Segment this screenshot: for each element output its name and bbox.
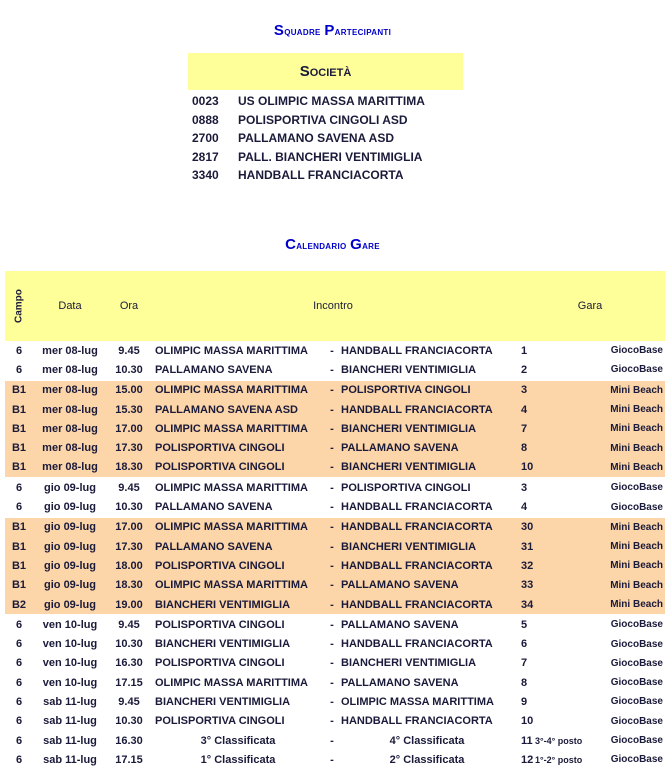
game-row: [5, 615, 665, 635]
cell-ora: 10.30: [115, 501, 143, 514]
cell-game-type: GiocoBase: [610, 657, 663, 669]
cell-home-team: POLISPORTIVA CINGOLI: [155, 715, 285, 728]
cell-data: sab 11-lug: [43, 753, 97, 766]
cell-game-number: 1: [521, 344, 528, 357]
cell-campo: 6: [5, 615, 33, 635]
team-code: 2817: [192, 149, 219, 164]
cell-game-note: [535, 438, 595, 457]
cell-ora: 9.45: [118, 695, 140, 708]
cell-home-team: OLIMPIC MASSA MARITTIMA: [151, 478, 325, 498]
cell-away-team: PALLAMANO SAVENA: [341, 676, 459, 689]
cell-game-note: [535, 458, 595, 478]
cell-campo: 6: [15, 638, 23, 651]
team-code: 2700: [192, 131, 219, 145]
cell-game-note: [535, 615, 595, 635]
cell-home-team: BIANCHERI VENTIMIGLIA: [155, 638, 291, 651]
cell-campo: B1: [5, 419, 33, 438]
section-title-calendario: Calendario Gare: [285, 236, 380, 253]
game-row: [5, 419, 665, 438]
game-row: [5, 556, 665, 575]
cell-home-team: BIANCHERI VENTIMIGLIA: [155, 695, 291, 708]
cell-data: mer 08-lug: [33, 380, 107, 400]
cell-game-note: [535, 478, 595, 498]
cell-game-note: [535, 712, 595, 731]
cell-game-type: GiocoBase: [595, 615, 665, 635]
game-row: [5, 438, 665, 457]
cell-game-note: 1°-2° posto: [535, 754, 583, 765]
cell-game-type: Mini Beach: [595, 556, 665, 575]
cell-game-number: 4: [515, 400, 535, 419]
cell-dash: -: [325, 615, 339, 635]
cell-data: sab 11-lug: [43, 715, 97, 728]
cell-data: sab 11-lug: [43, 695, 97, 708]
cell-game-number: 3: [515, 478, 535, 498]
cell-data: ven 10-lug: [42, 638, 98, 651]
cell-away-team: PALLAMANO SAVENA: [339, 438, 515, 457]
game-row: [5, 654, 665, 673]
cell-ora: 10.30: [115, 715, 143, 728]
cell-ora: 19.00: [107, 595, 151, 615]
cell-game-note: 3°-4° posto: [535, 735, 583, 746]
header-campo: Campo: [5, 271, 33, 341]
cell-game-number: 2: [521, 363, 528, 376]
cell-ora: 18.30: [107, 576, 151, 595]
teams-list: [188, 92, 425, 185]
cell-game-type: GiocoBase: [610, 715, 663, 727]
cell-campo: B1: [5, 400, 33, 419]
game-row: [5, 497, 665, 517]
cell-dash: -: [325, 556, 339, 575]
cell-home-team: PALLAMANO SAVENA: [155, 501, 273, 514]
cell-ora: 17.30: [107, 438, 151, 457]
cell-home-team: 1° Classificata: [200, 753, 276, 766]
cell-home-team: PALLAMANO SAVENA ASD: [151, 400, 325, 419]
cell-away-team: HANDBALL FRANCIACORTA: [339, 400, 515, 419]
cell-data: mer 08-lug: [33, 458, 107, 478]
team-code: 0023: [192, 94, 219, 108]
game-row: [5, 712, 665, 731]
game-row: [5, 458, 665, 478]
cell-away-team: BIANCHERI VENTIMIGLIA: [341, 657, 477, 670]
cell-dash: -: [330, 753, 334, 766]
cell-game-note: [535, 537, 595, 556]
cell-away-team: HANDBALL FRANCIACORTA: [339, 556, 515, 575]
cell-campo: 6: [15, 501, 23, 514]
header-gara: Gara: [515, 271, 665, 341]
cell-game-note: [535, 419, 595, 438]
cell-away-team: BIANCHERI VENTIMIGLIA: [339, 537, 515, 556]
calendar-table: [5, 271, 665, 770]
cell-away-team: BIANCHERI VENTIMIGLIA: [339, 419, 515, 438]
cell-away-team: HANDBALL FRANCIACORTA: [341, 344, 493, 357]
cell-dash: -: [325, 400, 339, 419]
cell-away-team: 4° Classificata: [389, 734, 465, 747]
cell-home-team: POLISPORTIVA CINGOLI: [151, 458, 325, 478]
calendar-body: [5, 341, 665, 770]
cell-campo: B1: [5, 556, 33, 575]
cell-game-note: [535, 380, 595, 400]
cell-game-number: 12: [521, 753, 534, 766]
game-row: [5, 380, 665, 400]
cell-game-number: 7: [521, 657, 528, 670]
cell-dash: -: [325, 517, 339, 537]
cell-ora: 9.45: [107, 478, 151, 498]
game-row: [5, 517, 665, 537]
cell-ora: 17.15: [115, 676, 143, 689]
team-name: US OLIMPIC MASSA MARITTIMA: [238, 94, 425, 108]
cell-game-number: 7: [515, 419, 535, 438]
cell-campo: 6: [15, 676, 23, 689]
cell-game-type: Mini Beach: [595, 576, 665, 595]
cell-home-team: POLISPORTIVA CINGOLI: [151, 615, 325, 635]
cell-campo: 6: [15, 363, 23, 376]
cell-home-team: POLISPORTIVA CINGOLI: [155, 657, 285, 670]
team-name: PALL. BIANCHERI VENTIMIGLIA: [238, 149, 423, 164]
cell-away-team: 2° Classificata: [389, 753, 465, 766]
cell-ora: 18.30: [107, 458, 151, 478]
cell-away-team: HANDBALL FRANCIACORTA: [341, 501, 493, 514]
game-row: [5, 576, 665, 595]
cell-game-note: [535, 400, 595, 419]
cell-game-number: 4: [521, 501, 528, 514]
cell-campo: 6: [15, 753, 23, 766]
cell-game-note: [535, 576, 595, 595]
cell-game-number: 10: [515, 458, 535, 478]
cell-campo: 6: [5, 478, 33, 498]
cell-dash: -: [330, 501, 334, 514]
cell-game-type: GiocoBase: [610, 735, 663, 747]
cell-home-team: OLIMPIC MASSA MARITTIMA: [151, 517, 325, 537]
cell-home-team: OLIMPIC MASSA MARITTIMA: [155, 344, 308, 357]
team-row: [188, 92, 425, 111]
cell-dash: -: [330, 734, 334, 747]
cell-game-note: [535, 595, 595, 615]
cell-game-number: 6: [521, 638, 528, 651]
cell-dash: -: [330, 676, 334, 689]
cell-campo: B1: [5, 576, 33, 595]
game-row: [5, 360, 665, 380]
cell-game-number: 9: [521, 695, 528, 708]
cell-data: gio 09-lug: [33, 478, 107, 498]
cell-ora: 18.00: [107, 556, 151, 575]
cell-game-type: GiocoBase: [610, 345, 663, 357]
cell-game-type: Mini Beach: [595, 438, 665, 457]
cell-dash: -: [330, 657, 334, 670]
cell-campo: B1: [5, 438, 33, 457]
cell-ora: 15.30: [107, 400, 151, 419]
cell-campo: B1: [5, 458, 33, 478]
cell-campo: 6: [15, 734, 23, 747]
game-row: [5, 673, 665, 692]
cell-home-team: PALLAMANO SAVENA: [151, 537, 325, 556]
cell-game-type: GiocoBase: [610, 754, 663, 766]
cell-ora: 10.30: [115, 638, 143, 651]
cell-data: gio 09-lug: [33, 595, 107, 615]
cell-game-note: [535, 654, 595, 673]
cell-game-number: 34: [515, 595, 535, 615]
cell-data: mer 08-lug: [33, 400, 107, 419]
cell-away-team: HANDBALL FRANCIACORTA: [339, 517, 515, 537]
cell-home-team: OLIMPIC MASSA MARITTIMA: [151, 380, 325, 400]
cell-dash: -: [325, 419, 339, 438]
team-row: [188, 166, 425, 185]
cell-data: gio 09-lug: [33, 517, 107, 537]
cell-game-type: Mini Beach: [595, 595, 665, 615]
cell-game-number: 5: [515, 615, 535, 635]
cell-ora: 17.00: [107, 419, 151, 438]
cell-game-note: [535, 692, 595, 711]
cell-data: mer 08-lug: [42, 363, 98, 376]
cell-campo: 6: [15, 657, 23, 670]
game-row: [5, 400, 665, 419]
cell-dash: -: [325, 595, 339, 615]
cell-away-team: HANDBALL FRANCIACORTA: [341, 638, 493, 651]
cell-ora: 17.30: [107, 537, 151, 556]
cell-game-note: [535, 556, 595, 575]
game-row: [5, 692, 665, 711]
cell-ora: 9.45: [107, 615, 151, 635]
cell-game-type: Mini Beach: [595, 380, 665, 400]
cell-away-team: PALLAMANO SAVENA: [339, 576, 515, 595]
cell-campo: B2: [5, 595, 33, 615]
cell-home-team: BIANCHERI VENTIMIGLIA: [151, 595, 325, 615]
team-row: [188, 129, 425, 148]
cell-data: mer 08-lug: [33, 419, 107, 438]
cell-dash: -: [330, 638, 334, 651]
cell-dash: -: [330, 715, 334, 728]
cell-game-type: GiocoBase: [595, 478, 665, 498]
cell-dash: -: [325, 458, 339, 478]
cell-data: gio 09-lug: [33, 576, 107, 595]
cell-ora: 17.00: [107, 517, 151, 537]
cell-home-team: POLISPORTIVA CINGOLI: [151, 438, 325, 457]
societa-header: Società: [188, 53, 463, 90]
team-name: POLISPORTIVA CINGOLI ASD: [238, 112, 408, 127]
cell-data: sab 11-lug: [43, 734, 97, 747]
cell-dash: -: [325, 380, 339, 400]
cell-home-team: POLISPORTIVA CINGOLI: [151, 556, 325, 575]
cell-data: mer 08-lug: [33, 438, 107, 457]
cell-game-note: [535, 673, 595, 692]
cell-dash: -: [330, 695, 334, 708]
cell-game-number: 8: [521, 676, 528, 689]
cell-game-type: GiocoBase: [610, 638, 663, 650]
cell-away-team: HANDBALL FRANCIACORTA: [341, 715, 493, 728]
cell-game-type: Mini Beach: [595, 419, 665, 438]
cell-game-note: [535, 341, 595, 360]
cell-dash: -: [325, 438, 339, 457]
cell-dash: -: [325, 537, 339, 556]
cell-game-number: 10: [521, 715, 534, 728]
game-row: [5, 341, 665, 360]
cell-game-note: [535, 497, 595, 517]
team-name: HANDBALL FRANCIACORTA: [238, 168, 404, 182]
cell-data: gio 09-lug: [44, 501, 96, 514]
cell-away-team: BIANCHERI VENTIMIGLIA: [339, 458, 515, 478]
cell-campo: 6: [15, 715, 23, 728]
cell-game-type: Mini Beach: [595, 400, 665, 419]
cell-game-type: GiocoBase: [610, 696, 663, 708]
cell-dash: -: [325, 576, 339, 595]
cell-data: ven 10-lug: [42, 657, 98, 670]
cell-away-team: OLIMPIC MASSA MARITTIMA: [341, 695, 494, 708]
team-code: 3340: [192, 168, 219, 182]
cell-ora: 16.30: [115, 734, 143, 747]
game-row: [5, 595, 665, 615]
cell-game-number: 33: [515, 576, 535, 595]
cell-ora: 17.15: [115, 753, 143, 766]
cell-game-number: 8: [515, 438, 535, 457]
game-row: [5, 537, 665, 556]
cell-game-note: [535, 634, 595, 653]
cell-game-note: [535, 517, 595, 537]
cell-game-number: 31: [515, 537, 535, 556]
cell-away-team: POLISPORTIVA CINGOLI: [339, 380, 515, 400]
header-data: Data: [33, 271, 107, 341]
cell-home-team: 3° Classificata: [200, 734, 276, 747]
cell-ora: 16.30: [115, 657, 143, 670]
cell-campo: B1: [5, 380, 33, 400]
cell-game-number: 30: [515, 517, 535, 537]
cell-home-team: OLIMPIC MASSA MARITTIMA: [155, 676, 308, 689]
cell-data: ven 10-lug: [33, 615, 107, 635]
section-title-squadre: Squadre Partecipanti: [273, 22, 392, 39]
calendar-header-row: [5, 271, 665, 341]
cell-campo: B1: [5, 537, 33, 556]
cell-campo: 6: [15, 695, 23, 708]
cell-game-type: GiocoBase: [610, 364, 663, 376]
cell-game-type: Mini Beach: [595, 458, 665, 478]
cell-home-team: OLIMPIC MASSA MARITTIMA: [151, 576, 325, 595]
header-ora: Ora: [107, 271, 151, 341]
game-row: [5, 634, 665, 653]
cell-data: mer 08-lug: [42, 344, 98, 357]
cell-data: gio 09-lug: [33, 556, 107, 575]
cell-game-type: Mini Beach: [595, 517, 665, 537]
cell-away-team: BIANCHERI VENTIMIGLIA: [341, 363, 477, 376]
cell-campo: B1: [5, 517, 33, 537]
header-incontro: Incontro: [151, 271, 515, 341]
game-row: [5, 478, 665, 498]
team-row: [188, 148, 425, 167]
cell-dash: -: [330, 363, 334, 376]
cell-home-team: PALLAMANO SAVENA: [155, 363, 273, 376]
cell-away-team: HANDBALL FRANCIACORTA: [339, 595, 515, 615]
cell-campo: 6: [15, 344, 23, 357]
cell-game-note: [535, 360, 595, 380]
team-name: PALLAMANO SAVENA ASD: [238, 131, 394, 145]
cell-game-number: 3: [515, 380, 535, 400]
cell-dash: -: [330, 344, 334, 357]
cell-data: gio 09-lug: [33, 537, 107, 556]
game-row: [5, 731, 665, 750]
cell-ora: 15.00: [107, 380, 151, 400]
cell-game-type: GiocoBase: [610, 501, 663, 513]
team-row: [188, 111, 425, 130]
cell-data: ven 10-lug: [42, 676, 98, 689]
cell-game-type: GiocoBase: [610, 677, 663, 689]
cell-game-number: 11: [521, 734, 533, 747]
game-row: [5, 750, 665, 769]
team-code: 0888: [192, 112, 219, 127]
cell-game-number: 32: [515, 556, 535, 575]
cell-game-type: Mini Beach: [595, 537, 665, 556]
cell-ora: 9.45: [118, 344, 140, 357]
cell-away-team: PALLAMANO SAVENA: [339, 615, 515, 635]
cell-ora: 10.30: [115, 363, 143, 376]
cell-home-team: OLIMPIC MASSA MARITTIMA: [151, 419, 325, 438]
cell-dash: -: [325, 478, 339, 498]
cell-away-team: POLISPORTIVA CINGOLI: [339, 478, 515, 498]
